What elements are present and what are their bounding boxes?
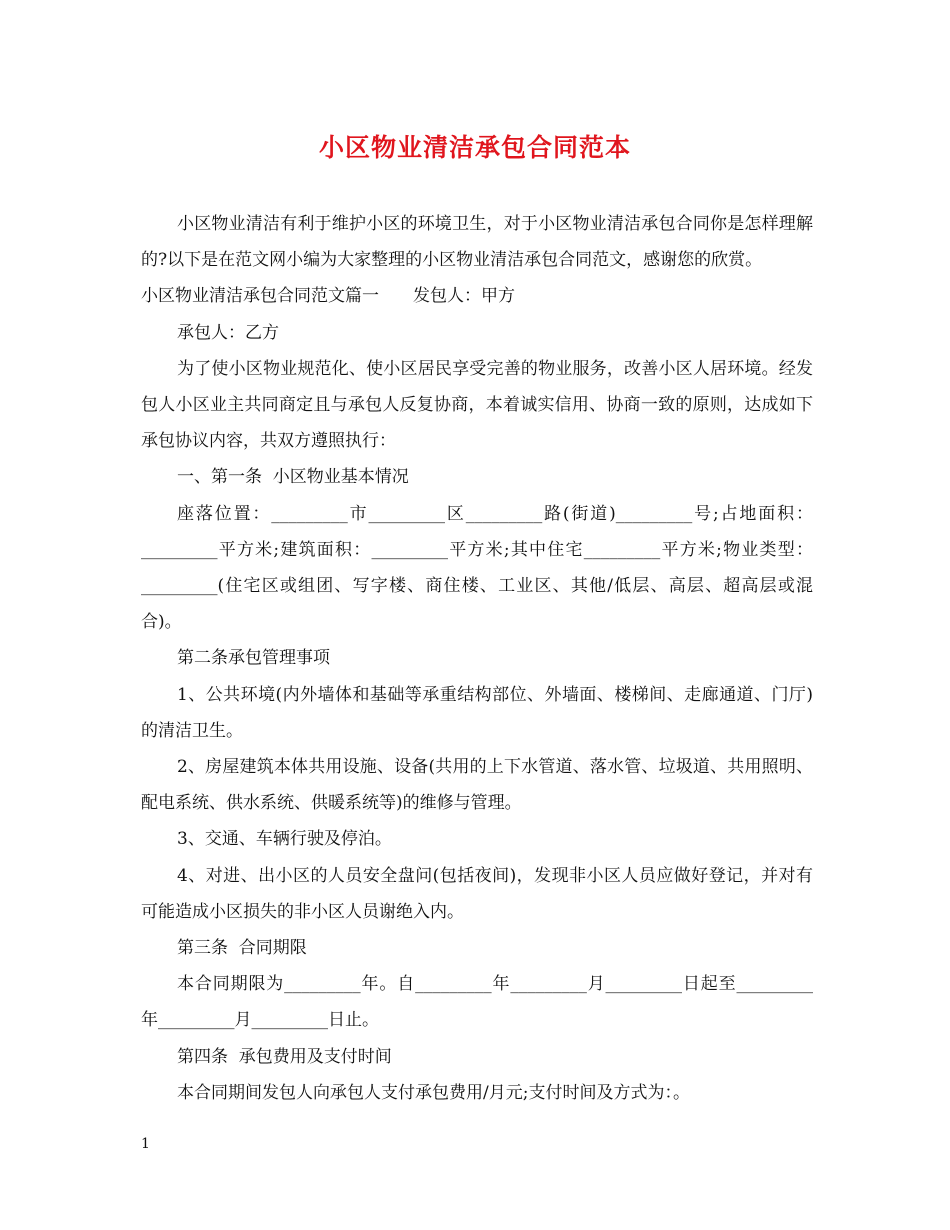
document-title: 小区物业清洁承包合同范本 xyxy=(318,133,631,162)
preamble-paragraph: 为了使小区物业规范化、使小区居民享受完善的物业服务，改善小区人居环境。经发包人小区业主共同商定且与承包人反复协商，本着诚实信用、协商一致的原则，达成如下承包协议内容，共双方遵照执行： xyxy=(141,358,813,452)
intro-paragraph: 小区物业清洁有利于维护小区的环境卫生，对于小区物业清洁承包合同你是怎样理解的?以下是在范文网小编为大家整理的小区物业清洁承包合同范文，感谢您的欣赏。 xyxy=(141,214,813,271)
article-2-item-4: 4、对进、出小区的人员安全盘问(包括夜间)，发现非小区人员应做好登记，并对有可能造成小区损失的非小区人员谢绝入内。 xyxy=(141,865,813,922)
article-1-heading: 一、第一条 小区物业基本情况 xyxy=(177,467,409,488)
article-4-heading: 第四条 承包费用及支付时间 xyxy=(177,1046,392,1067)
document-body xyxy=(141,206,813,1111)
article-2-item-2: 2、房屋建筑本体共用设施、设备(共用的上下水管道、落水管、垃圾道、共用照明、配电系统、供水系统、供暖系统等)的维修与管理。 xyxy=(141,757,813,814)
location-paragraph: 座落位置：_________市_________区_________路(街道)_________号;占地面积：_________平方米;建筑面积：_________平方米;其中住宅_________平方米;物业类型：_________(住宅区或组团、写字楼、商住楼、工业区、其他/低层、高层、超高层或混合)。 xyxy=(141,503,813,633)
page-number: 1 xyxy=(141,1136,150,1152)
payment-paragraph: 本合同期间发包人向承包人支付承包费用/月元;支付时间及方式为：。 xyxy=(177,1082,690,1103)
article-2-heading: 第二条承包管理事项 xyxy=(177,648,330,669)
contract-heading-line: 小区物业清洁承包合同范文篇一 发包人：甲方 xyxy=(141,286,515,307)
article-2-item-3: 3、交通、车辆行驶及停泊。 xyxy=(177,829,392,850)
article-3-heading: 第三条 合同期限 xyxy=(177,938,307,959)
contractor-line: 承包人：乙方 xyxy=(177,322,279,343)
article-2-item-1: 1、公共环境(内外墙体和基础等承重结构部位、外墙面、楼梯间、走廊通道、门厅)的清洁卫生。 xyxy=(141,684,813,741)
contract-term-paragraph: 本合同期限为_________年。自_________年_________月_________日起至_________年_________月_________日止。 xyxy=(141,974,813,1031)
